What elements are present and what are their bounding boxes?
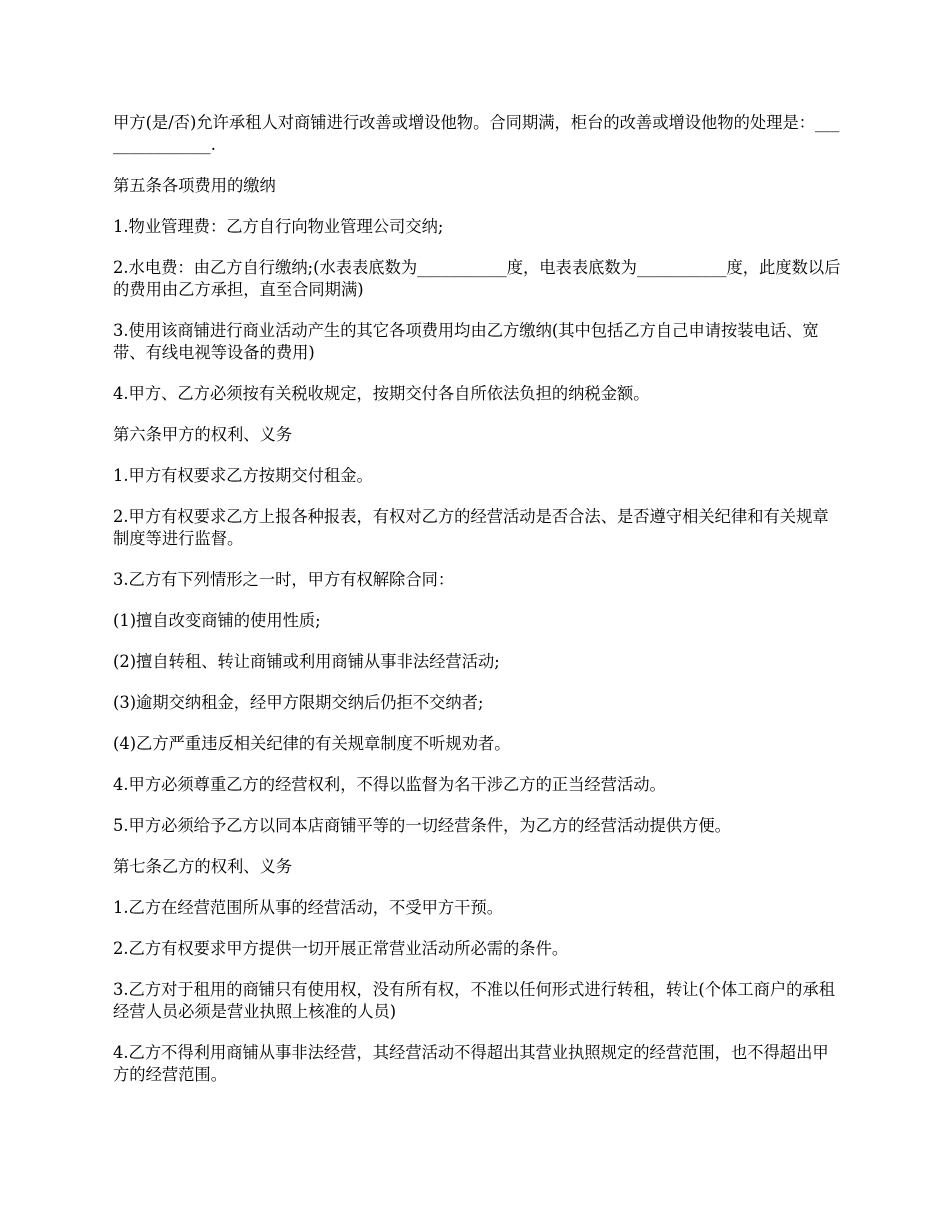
paragraph-alterations-clause: 甲方(是/否)允许承租人对商铺进行改善或增设他物。合同期满，柜台的改善或增设他物的处理是：_______________. — [113, 113, 840, 154]
paragraph-other-fees: 3.使用该商铺进行商业活动产生的其它各项费用均由乙方缴纳(其中包括乙方自己申请按装电话、宽带、有线电视等设备的费用) — [113, 321, 819, 362]
list-item-termination-3: (3)逾期交纳租金，经甲方限期交纳后仍拒不交纳者; — [113, 693, 484, 712]
paragraph-b-right-conditions: 2.乙方有权要求甲方提供一切开展正常营业活动所必需的条件。 — [113, 939, 569, 958]
list-item-termination-4: (4)乙方严重违反相关纪律的有关规章制度不听规劝者。 — [113, 734, 511, 753]
document-page — [113, 112, 841, 1105]
paragraph-a-right-supervise: 2.甲方有权要求乙方上报各种报表，有权对乙方的经营活动是否合法、是否遵守相关纪律和有关规章制度等进行监督。 — [113, 507, 829, 548]
paragraph-taxes: 4.甲方、乙方必须按有关税收规定，按期交付各自所依法负担的纳税金额。 — [113, 384, 650, 403]
paragraph-b-right-autonomy: 1.乙方在经营范围所从事的经营活动，不受甲方干预。 — [113, 898, 504, 917]
paragraph-b-duty-legal-scope: 4.乙方不得利用商铺从事非法经营，其经营活动不得超出其营业执照规定的经营范围，也不得超出甲方的经营范围。 — [113, 1043, 829, 1084]
list-item-termination-2: (2)擅自转租、转让商铺或利用商铺从事非法经营活动; — [113, 652, 500, 671]
paragraph-a-right-terminate: 3.乙方有下列情形之一时，甲方有权解除合同： — [113, 570, 455, 589]
paragraph-utilities-fee: 2.水电费：由乙方自行缴纳;(水表表底数为___________度，电表表底数为___________度，此度数以后的费用由乙方承担，直至合同期满) — [113, 258, 841, 299]
paragraph-a-right-rent: 1.甲方有权要求乙方按期交付租金。 — [113, 466, 373, 485]
paragraph-property-fee: 1.物业管理费：乙方自行向物业管理公司交纳; — [113, 217, 444, 236]
heading-article-6-party-a: 第六条甲方的权利、义务 — [113, 425, 293, 444]
paragraph-b-duty-no-sublet: 3.乙方对于租用的商铺只有使用权，没有所有权，不准以任何形式进行转租，转让(个体工商户的承租经营人员必须是营业执照上核准的人员) — [113, 980, 835, 1021]
heading-article-5-fees: 第五条各项费用的缴纳 — [113, 176, 276, 195]
list-item-termination-1: (1)擅自改变商铺的使用性质; — [113, 611, 321, 630]
paragraph-a-duty-conditions: 5.甲方必须给予乙方以同本店商铺平等的一切经营条件，为乙方的经营活动提供方便。 — [113, 816, 731, 835]
paragraph-a-duty-respect: 4.甲方必须尊重乙方的经营权利，不得以监督为名干涉乙方的正当经营活动。 — [113, 775, 666, 794]
heading-article-7-party-b: 第七条乙方的权利、义务 — [113, 857, 293, 876]
